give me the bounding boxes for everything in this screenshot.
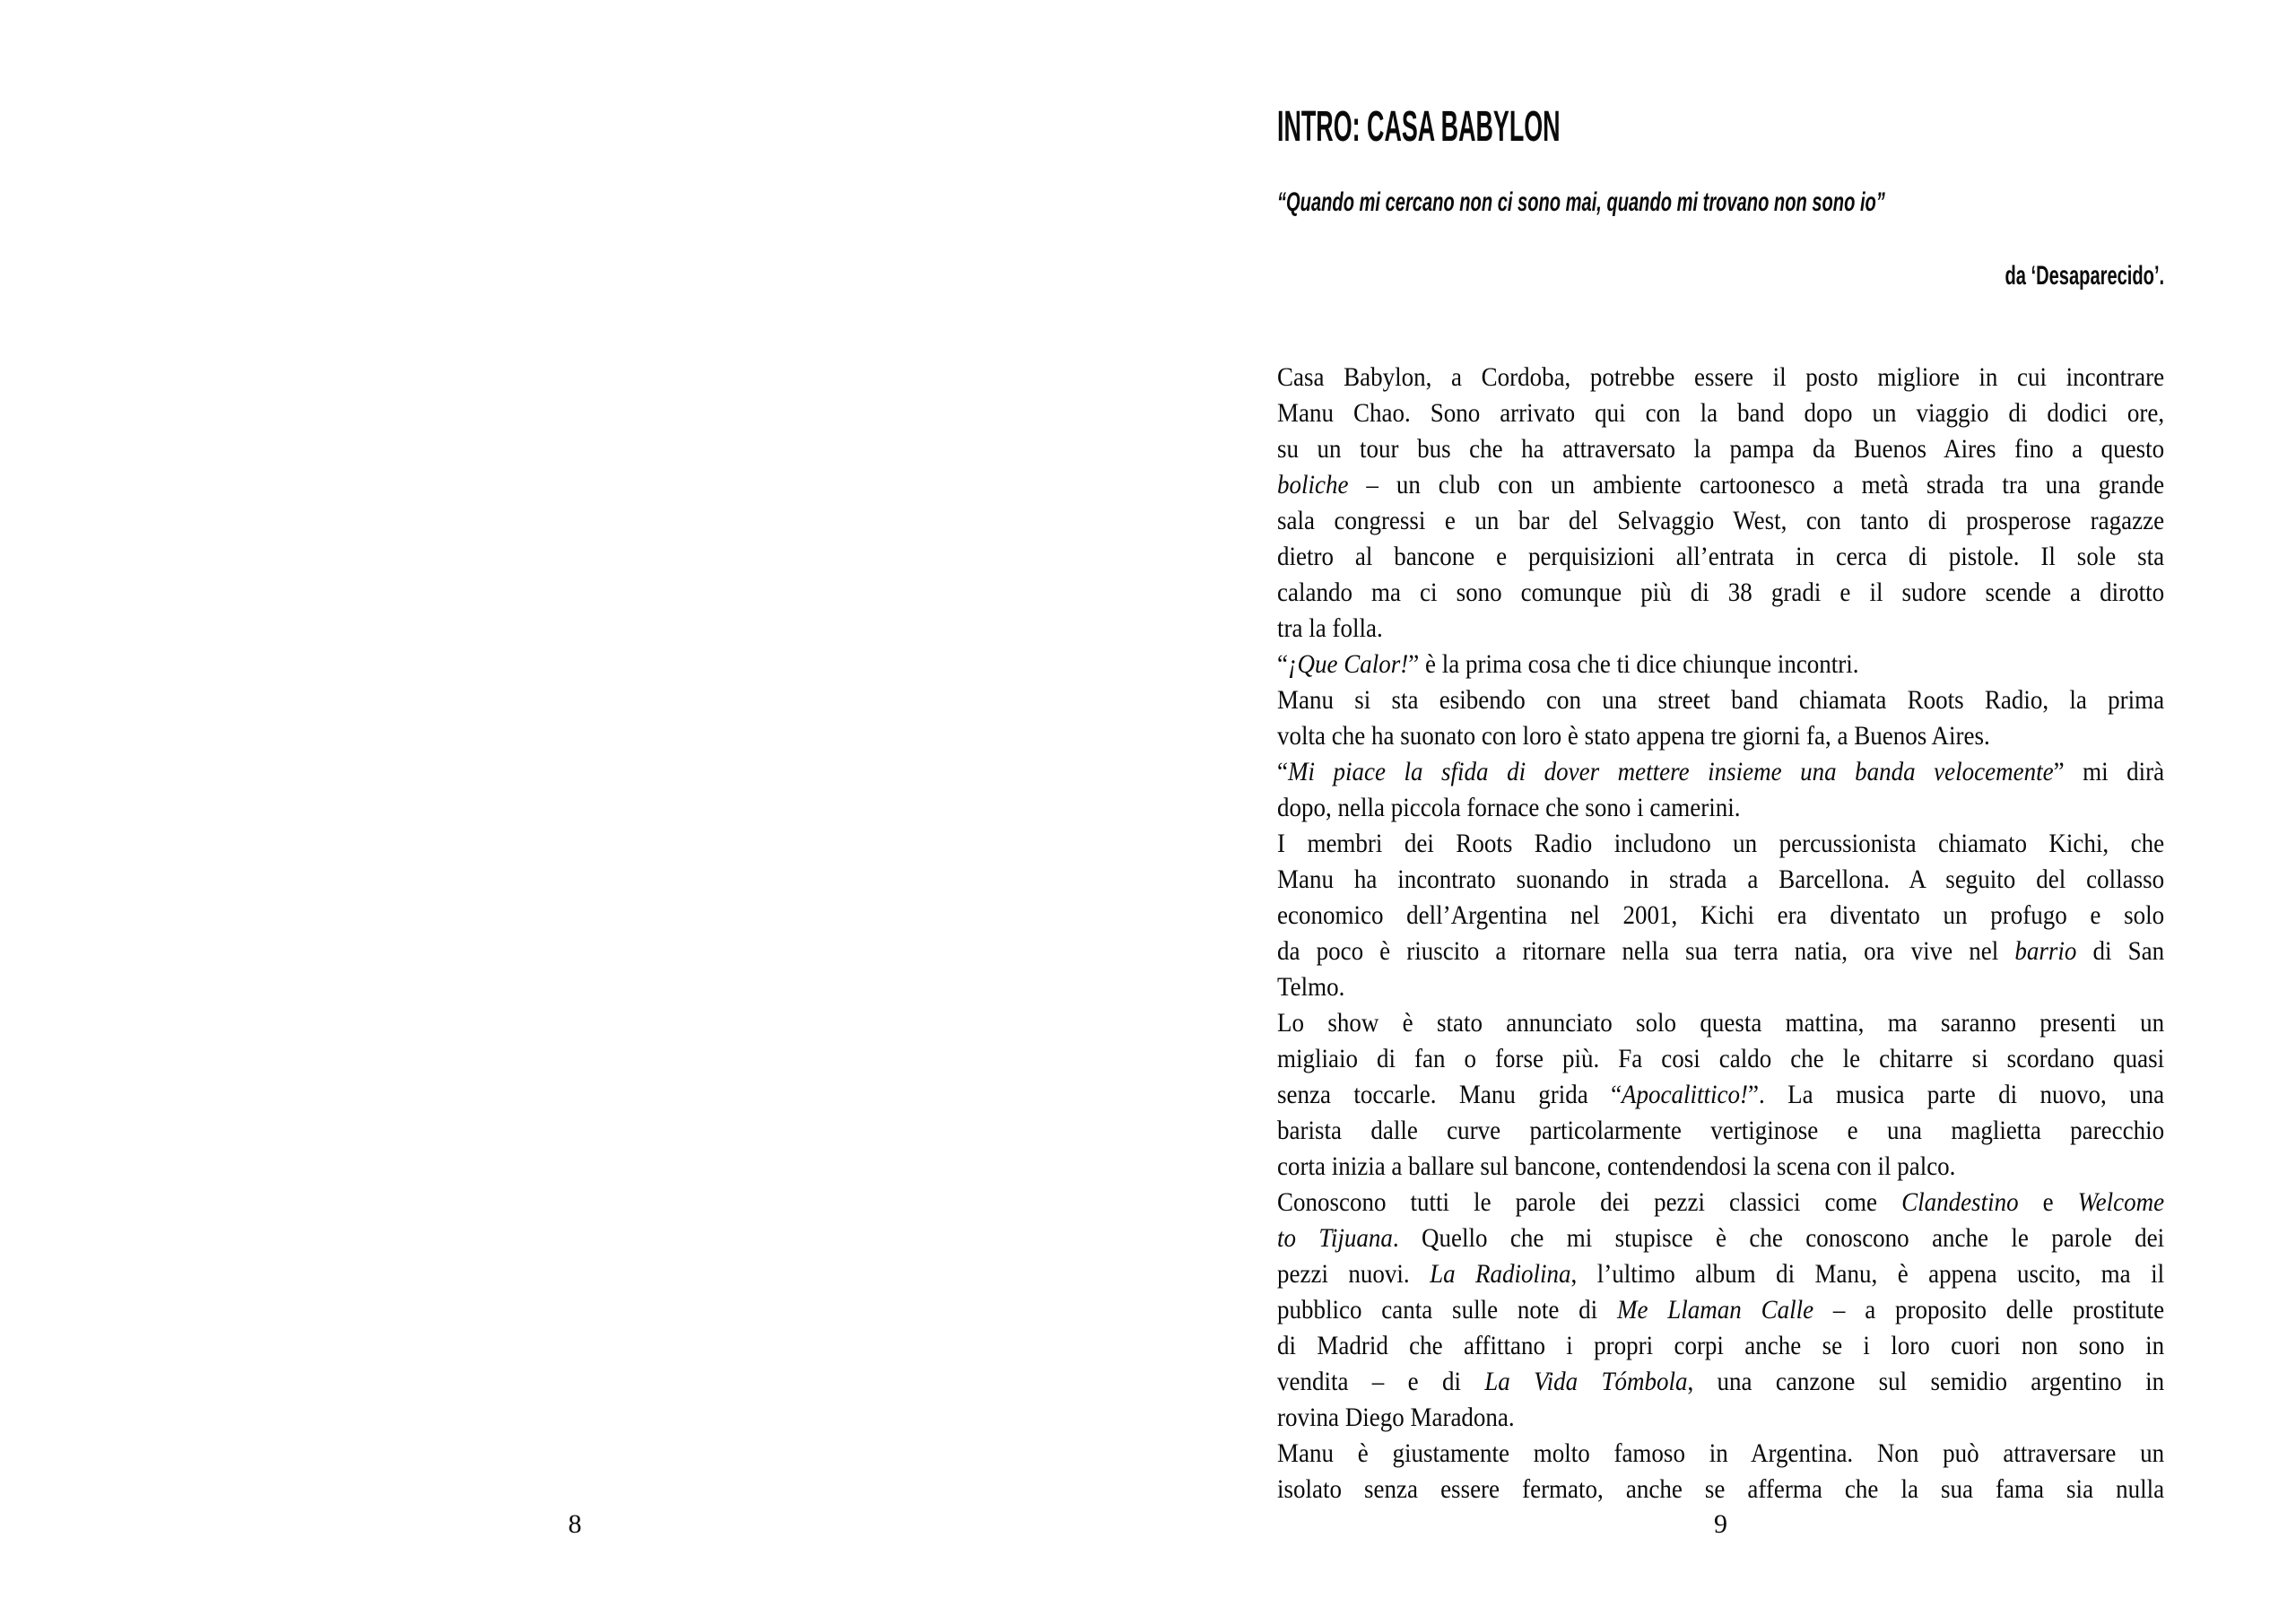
body-line-segment: sala congressi e un bar del Selvaggio West, con tanto di prosperose ragazze <box>1277 506 2165 535</box>
body-line-italic-segment: La Vida Tómbola <box>1484 1367 1688 1396</box>
chapter-title-text: INTRO: CASA BABYLON <box>1277 103 1561 151</box>
body-line-segment: barista dalle curve particolarmente vertiginose e una maglietta parecchio <box>1277 1116 2165 1145</box>
body-line <box>1277 1328 2164 1364</box>
epigraph-quote-text: “Quando mi cercano non ci sono mai, quando mi trovano non sono io” <box>1277 187 1885 217</box>
body-line-segment: pezzi nuovi. <box>1277 1259 1431 1289</box>
body-line <box>1277 1400 2164 1436</box>
body-line <box>1277 467 2164 503</box>
body-line-segment: tra la folla. <box>1277 613 1383 643</box>
body-line-segment: rovina Diego Maradona. <box>1277 1403 1515 1432</box>
body-line <box>1277 539 2164 575</box>
body-line <box>1277 647 2164 682</box>
body-line-segment: e <box>2018 1187 2078 1217</box>
body-line-segment: Manu si sta esibendo con una street band chiamata Roots Radio, la prima <box>1277 685 2165 715</box>
body-line-segment: di Madrid che affittano i propri corpi anche se i loro cuori non sono in <box>1277 1331 2165 1360</box>
body-line <box>1277 969 2164 1005</box>
epigraph-quote <box>1277 187 2185 219</box>
body-line <box>1277 1256 2164 1292</box>
body-line <box>1277 1185 2164 1220</box>
body-line-segment: corta inizia a ballare sul bancone, contendendosi la scena con il palco. <box>1277 1151 1956 1181</box>
body-line-segment: vendita – e di <box>1277 1367 1485 1396</box>
body-line-italic-segment: ¡Que Calor! <box>1287 649 1409 679</box>
body-line-segment: volta che ha suonato con loro è stato appena tre giorni fa, a Buenos Aires. <box>1277 721 1990 751</box>
body-line-segment: senza toccarle. Manu grida “ <box>1277 1080 1622 1109</box>
body-line-segment: – a proposito delle prostitute <box>1813 1295 2165 1325</box>
body-line-italic-segment: Clandestino <box>1901 1187 2019 1217</box>
body-line-segment: Casa Babylon, a Cordoba, potrebbe essere il posto migliore in cui incontrare <box>1277 362 2165 392</box>
body-line-segment: – un club con un ambiente cartoonesco a metà strada tra una grande <box>1348 470 2165 499</box>
body-line-segment: “ <box>1277 649 1288 679</box>
body-line-segment: ” mi dirà <box>2053 757 2165 786</box>
body-line <box>1277 790 2164 826</box>
body-line-segment: , una canzone sul semidio argentino in <box>1687 1367 2165 1396</box>
body-line-italic-segment: barrio <box>2014 936 2077 966</box>
body-line-segment: economico dell’Argentina nel 2001, Kichi era diventato un profugo e solo <box>1277 900 2165 930</box>
body-line-segment: da poco è riuscito a ritornare nella sua terra natia, ora vive nel <box>1277 936 2015 966</box>
body-line-segment: di San <box>2076 936 2165 966</box>
body-line-segment: isolato senza essere fermato, anche se afferma che la sua fama sia nulla <box>1277 1474 2165 1504</box>
body-line-italic-segment: Welcome <box>2077 1187 2165 1217</box>
body-line <box>1277 754 2164 790</box>
body-line-segment: Manu ha incontrato suonando in strada a Barcellona. A seguito del collasso <box>1277 864 2165 894</box>
body-line <box>1277 1077 2164 1113</box>
body-line-italic-segment: La Radiolina <box>1430 1259 1571 1289</box>
body-line-segment: Manu Chao. Sono arrivato qui con la band dopo un viaggio di dodici ore, <box>1277 398 2165 428</box>
body-line-segment: migliaio di fan o forse più. Fa cosi caldo che le chitarre si scordano quasi <box>1277 1044 2165 1073</box>
body-line <box>1277 1113 2164 1149</box>
page-number-left: 8 <box>568 1509 582 1539</box>
body-line-segment: Manu è giustamente molto famoso in Argentina. Non può attraversare un <box>1277 1438 2165 1468</box>
body-line <box>1277 1364 2164 1400</box>
body-line-italic-segment: to Tijuana <box>1277 1223 1393 1253</box>
body-line <box>1277 1041 2164 1077</box>
body-line-segment: dietro al bancone e perquisizioni all’entrata in cerca di pistole. Il sole sta <box>1277 542 2165 571</box>
epigraph-attribution <box>1926 260 2164 292</box>
body-line-segment: ”. La musica parte di nuovo, una <box>1748 1080 2165 1109</box>
body-line-segment: , l’ultimo album di Manu, è appena uscito, ma il <box>1570 1259 2165 1289</box>
body-line-segment: su un tour bus che ha attraversato la pampa da Buenos Aires fino a questo <box>1277 434 2165 464</box>
body-line <box>1277 826 2164 862</box>
body-line-italic-segment: Mi piace la sfida di dover mettere insieme una banda velocemente <box>1287 757 2054 786</box>
body-line-italic-segment: Me Llaman Calle <box>1616 1295 1814 1325</box>
body-line-segment: Lo show è stato annunciato solo questa mattina, ma saranno presenti un <box>1277 1008 2165 1038</box>
body-line-segment: I membri dei Roots Radio includono un percussionista chiamato Kichi, che <box>1277 829 2165 858</box>
body-line <box>1277 1005 2164 1041</box>
body-line <box>1277 718 2164 754</box>
body-line <box>1277 360 2164 395</box>
body-line-segment: ” è la prima cosa che ti dice chiunque incontri. <box>1408 649 1859 679</box>
body-line-italic-segment: Apocalittico! <box>1622 1080 1749 1109</box>
body-line-segment: Telmo. <box>1277 972 1345 1002</box>
body-line <box>1277 1220 2164 1256</box>
body-line <box>1277 898 2164 934</box>
page-number-right: 9 <box>1714 1509 1727 1539</box>
body-line <box>1277 1436 2164 1472</box>
body-line <box>1277 862 2164 898</box>
body-line-segment: pubblico canta sulle note di <box>1277 1295 1617 1325</box>
body-line <box>1277 575 2164 611</box>
body-line-segment: Conoscono tutti le parole dei pezzi classici come <box>1277 1187 1902 1217</box>
body-line <box>1277 934 2164 969</box>
body-line <box>1277 682 2164 718</box>
body-line-segment: calando ma ci sono comunque più di 38 gradi e il sudore scende a dirotto <box>1277 578 2165 607</box>
body-line <box>1277 503 2164 539</box>
body-text <box>1277 360 2164 1507</box>
body-line-italic-segment: boliche <box>1277 470 1349 499</box>
body-line <box>1277 1292 2164 1328</box>
body-line-segment: . Quello che mi stupisce è che conoscono anche le parole dei <box>1392 1223 2165 1253</box>
body-line <box>1277 395 2164 431</box>
body-line <box>1277 611 2164 647</box>
chapter-title <box>1277 103 1783 151</box>
body-line <box>1277 431 2164 467</box>
body-line <box>1277 1149 2164 1185</box>
body-line <box>1277 1472 2164 1507</box>
body-line-segment: “ <box>1277 757 1288 786</box>
body-line-segment: dopo, nella piccola fornace che sono i camerini. <box>1277 793 1741 822</box>
epigraph-attribution-text: da ‘Desaparecido’. <box>2005 261 2164 291</box>
